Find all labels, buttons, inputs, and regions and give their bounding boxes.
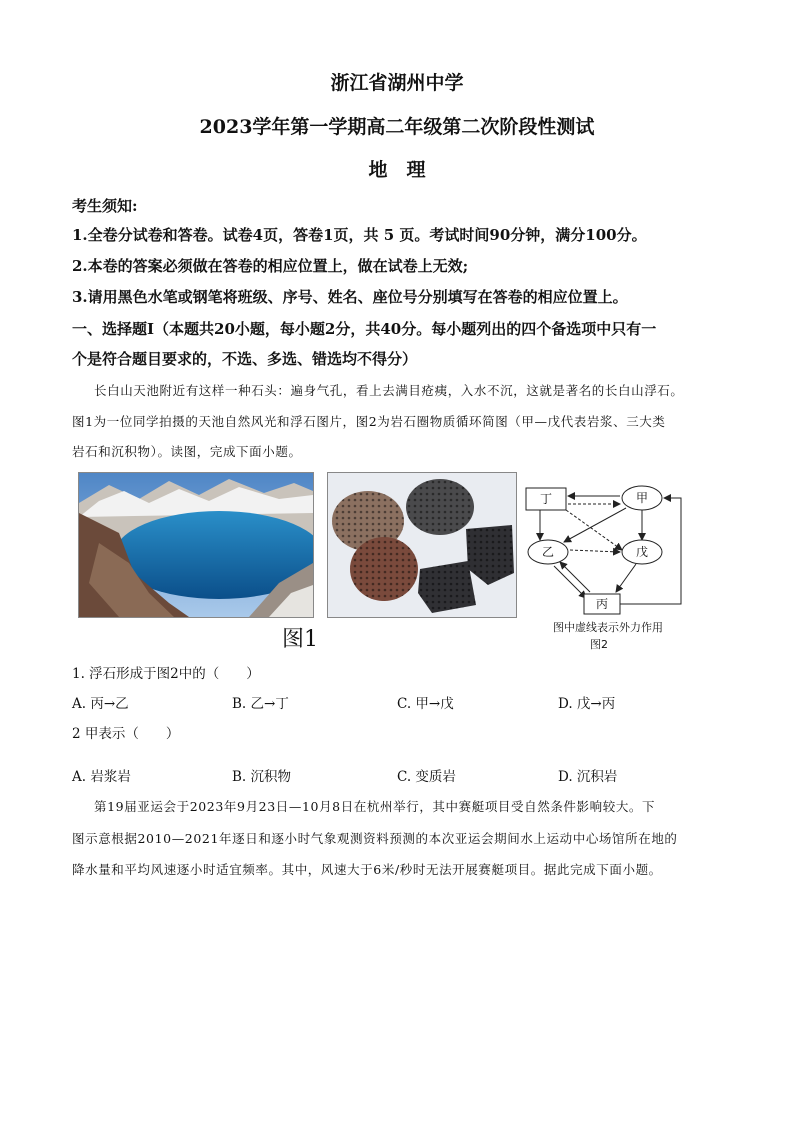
pumice-stones-photo: [327, 472, 517, 618]
section-heading-line1: 一、选择题Ⅰ（本题共20小题，每小题2分，共40分。每小题列出的四个备选项中只有一: [72, 320, 657, 338]
tianchi-lake-photo: [78, 472, 314, 618]
question-1-stem: 1. 浮石形成于图2中的（ ）: [72, 666, 260, 682]
node-ding: 丁: [539, 492, 553, 506]
question-1-option-b: B. 乙→丁: [232, 696, 289, 712]
notice-item-1: 1.全卷分试卷和答卷。试卷4页，答卷1页，共 5 页。考试时间90分钟，满分100分。: [72, 226, 647, 244]
passage1-line2: 图1为一位同学拍摄的天池自然风光和浮石图片，图2为岩石圈物质循环简图（甲—戊代表岩浆、三大类: [72, 414, 666, 429]
node-jia: 甲: [635, 491, 649, 505]
question-1-option-d: D. 戊→丙: [558, 696, 616, 712]
question-1-option-c: C. 甲→戊: [397, 696, 454, 712]
question-2-option-b: B. 沉积物: [232, 769, 292, 785]
passage1-line3: 岩石和沉积物）。读图，完成下面小题。: [72, 444, 302, 459]
figure1-caption: 图1: [282, 627, 318, 652]
node-yi: 乙: [541, 545, 555, 559]
passage1-line1: 长白山天池附近有这样一种石头：遍身气孔，看上去满目疮痍，入水不沉，这就是著名的长白山浮石。: [94, 383, 684, 398]
passage2-line1: 第19届亚运会于2023年9月23日—10月8日在杭州举行，其中赛艇项目受自然条件影响较大。下: [94, 799, 656, 814]
figure2-caption: 图2: [590, 638, 608, 651]
subject-title: 地 理: [368, 159, 426, 181]
section-heading-line2: 个是符合题目要求的，不选、多选、错选均不得分）: [72, 350, 418, 368]
notice-heading: 考生须知:: [72, 197, 138, 215]
node-wu: 戊: [635, 545, 649, 559]
notice-item-2: 2.本卷的答案必须做在答卷的相应位置上，做在试卷上无效;: [72, 257, 469, 275]
passage2-line3: 降水量和平均风速逐小时适宜频率。其中，风速大于6米/秒时无法开展赛艇项目。据此完成下面小题。: [72, 862, 662, 877]
exam-title: 2023学年第一学期高二年级第二次阶段性测试: [199, 116, 595, 138]
node-bing: 丙: [595, 597, 609, 611]
question-2-option-a: A. 岩浆岩: [72, 769, 131, 785]
school-title: 浙江省湖州中学: [330, 72, 464, 94]
question-2-stem: 2 甲表示（ ）: [72, 726, 180, 742]
question-2-option-c: C. 变质岩: [397, 769, 456, 785]
passage2-line2: 图示意根据2010—2021年逐日和逐小时气象观测资料预测的本次亚运会期间水上运动中心场馆所在地的: [72, 831, 678, 846]
notice-item-3: 3.请用黑色水笔或钢笔将班级、序号、姓名、座位号分别填写在答卷的相应位置上。: [72, 288, 628, 306]
question-2-option-d: D. 沉积岩: [558, 769, 618, 785]
figure2-note: 图中虚线表示外力作用: [553, 621, 663, 634]
question-1-option-a: A. 丙→乙: [72, 696, 129, 712]
rock-cycle-diagram: [518, 480, 688, 615]
